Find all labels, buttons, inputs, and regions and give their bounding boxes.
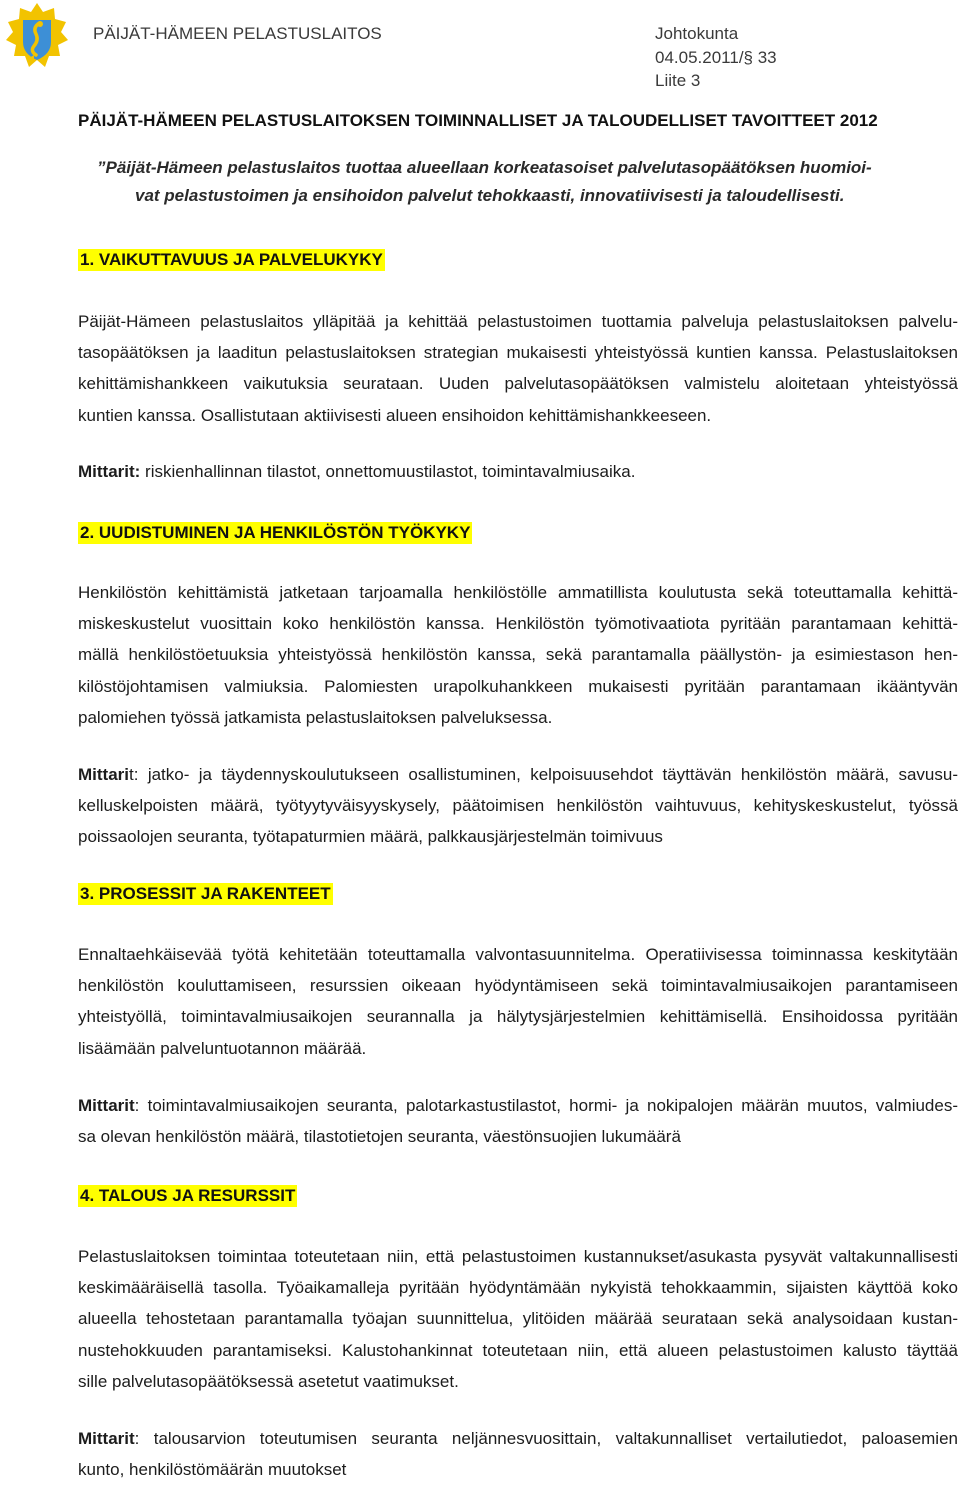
body-line: Pelastuslaitoksen toimintaa toteutetaan niin, että pelastustoimen kustannukset/asukasta pysyvät valtakunnallisesti bbox=[78, 1247, 958, 1266]
metrics-label: Mittarit bbox=[78, 1429, 135, 1448]
metrics-text: t: jatko- ja täydennyskoulutukseen osallistuminen, kelpoisuusehdot täyttävän henkilöstön määrä, savusu- bbox=[129, 765, 958, 784]
metrics-label: Mittarit: bbox=[78, 462, 141, 481]
metrics-line: kunto, henkilöstömäärän muutokset bbox=[78, 1460, 347, 1480]
metrics-label: Mittarit bbox=[78, 1096, 135, 1115]
metrics-text: : talousarvion toteutumisen seuranta neljännesvuosittain, valtakunnalliset vertailutiedot, paloasemien bbox=[134, 1429, 958, 1448]
vision-line: ”Päijät-Hämeen pelastuslaitos tuottaa alueellaan korkeatasoiset palvelutasopäätöksen huomioi- bbox=[97, 158, 872, 177]
body-line: henkilöstön kouluttamiseen, resurssien oikeaan hyödyntämiseen sekä toimintavalmiusaikojen parantamiseen bbox=[78, 976, 958, 996]
section-heading-1: 1. VAIKUTTAVUUS JA PALVELUKYKY bbox=[80, 250, 383, 269]
section-metrics-1 bbox=[78, 456, 958, 487]
annex-label: Liite 3 bbox=[655, 71, 701, 90]
body-line: miskeskustelut vuosittain koko henkilöstön kanssa. Henkilöstön työmotivaatiota pyritään parantamaan kehittä- bbox=[78, 614, 958, 634]
body-line: sille palvelutasopäätöksessä asetetut vaatimukset. bbox=[78, 1371, 459, 1391]
metrics-line bbox=[78, 759, 958, 790]
section-body-4 bbox=[78, 1241, 958, 1397]
body-line: yhteistyöllä, toimintavalmiusaikojen seurannalla ja hälytysjärjestelmien kehittämisellä. Ensihoidossa pyritään bbox=[78, 1007, 958, 1027]
metrics-line: kelluskelpoisten määrä, työtyytyväisyyskysely, päätoimisen henkilöstön vaihtuvuus, kehityskeskustelut, työssä bbox=[78, 796, 958, 816]
body-line: kilöstöjohtamisen valmiuksia. Palomiesten urapolkuhankkeen mukaisesti pyritään parantamaan ikääntyvän bbox=[78, 676, 958, 696]
section-metrics-4 bbox=[78, 1423, 958, 1485]
body-line: mällä henkilöstöetuuksia yhteistyössä henkilöstön kanssa, sekä parantamalla päällystön- ja esimiestason hen- bbox=[78, 645, 958, 665]
section-body-1 bbox=[78, 306, 958, 431]
metrics-line bbox=[78, 1090, 958, 1121]
metrics-text: riskienhallinnan tilastot, onnettomuustilastot, toimintavalmiusaika. bbox=[140, 462, 636, 481]
body-line: Päijät-Hämeen pelastuslaitos ylläpitää ja kehittää pelastustoimen tuottamia palveluja pelastuslaitoksen palvelu- bbox=[78, 312, 958, 331]
metrics-line: sa olevan henkilöstön määrä, tilastotietojen seuranta, väestönsuojien lukumäärä bbox=[78, 1127, 681, 1147]
body-line: lisäämään palveluntuotannon määrää. bbox=[78, 1038, 367, 1058]
body-line: tasopäätöksen ja laaditun pelastuslaitoksen strategian mukaisesti yhteistyössä kuntien kanssa. Pelastuslaitoksen bbox=[78, 343, 958, 363]
section-body-2 bbox=[78, 577, 958, 733]
body-line: kehittämishankkeen vaikutuksia seurataan. Uuden palvelutasopäätöksen valmistelu aloitetaan yhteistyössä bbox=[78, 374, 958, 394]
vision-line: vat pelastustoimen ja ensihoidon palvelut tehokkaasti, innovatiivisesti ja taloudellisesti. bbox=[135, 186, 845, 205]
body-line: kuntien kanssa. Osallistutaan aktiivisesti alueen ensihoidon kehittämishankkeeseen. bbox=[78, 405, 712, 425]
body-line: Henkilöstön kehittämistä jatketaan tarjoamalla henkilöstölle ammatillista koulutusta sekä toteuttamalla kehittä- bbox=[78, 583, 958, 602]
metrics-text: : toimintavalmiusaikojen seuranta, palotarkastustilastot, hormi- ja nokipalojen määrän muutos, valmiudes- bbox=[134, 1096, 958, 1115]
metrics-line bbox=[78, 456, 958, 487]
body-line: nustehokkuuden parantamiseksi. Kalustohankinnat toteutetaan niin, että alueen pelastustoimen kalusto täyttää bbox=[78, 1340, 958, 1360]
mermaid-shield-logo bbox=[5, 2, 69, 70]
body-line: alueella tehostetaan parantamalla työajan suunnittelua, ylitöiden määrää seurataan sekä analysoidaan kustan- bbox=[78, 1309, 958, 1329]
metrics-line bbox=[78, 1423, 958, 1454]
date-reference: 04.05.2011/§ 33 bbox=[655, 48, 777, 67]
section-heading-4: 4. TALOUS JA RESURSSIT bbox=[80, 1186, 296, 1205]
section-metrics-3 bbox=[78, 1090, 958, 1152]
board-label: Johtokunta bbox=[655, 24, 739, 43]
metrics-label: Mittari bbox=[78, 765, 129, 784]
section-body-3 bbox=[78, 939, 958, 1064]
body-line: keskimääräisellä tasolla. Työaikamalleja pyritään hyödyntämään nykyistä tehokkaammin, sijaisten käyttöä koko bbox=[78, 1278, 958, 1298]
vision-statement bbox=[78, 154, 958, 210]
body-line: palomiehen työssä jatkamista pelastuslaitoksen palveluksessa. bbox=[78, 707, 553, 727]
section-heading-2: 2. UUDISTUMINEN JA HENKILÖSTÖN TYÖKYKY bbox=[80, 523, 471, 542]
section-heading-3: 3. PROSESSIT JA RAKENTEET bbox=[80, 884, 331, 903]
body-line: Ennaltaehkäisevää työtä kehitetään toteuttamalla valvontasuunnitelma. Operatiivisessa toiminnassa keskitytään bbox=[78, 945, 958, 964]
organization-name: PÄIJÄT-HÄMEEN PELASTUSLAITOS bbox=[93, 24, 382, 43]
metrics-line: poissaolojen seuranta, työtapaturmien määrä, palkkausjärjestelmän toimivuus bbox=[78, 827, 663, 847]
document-title: PÄIJÄT-HÄMEEN PELASTUSLAITOKSEN TOIMINNALLISET JA TALOUDELLISET TAVOITTEET 2012 bbox=[78, 111, 878, 130]
section-metrics-2 bbox=[78, 759, 958, 853]
